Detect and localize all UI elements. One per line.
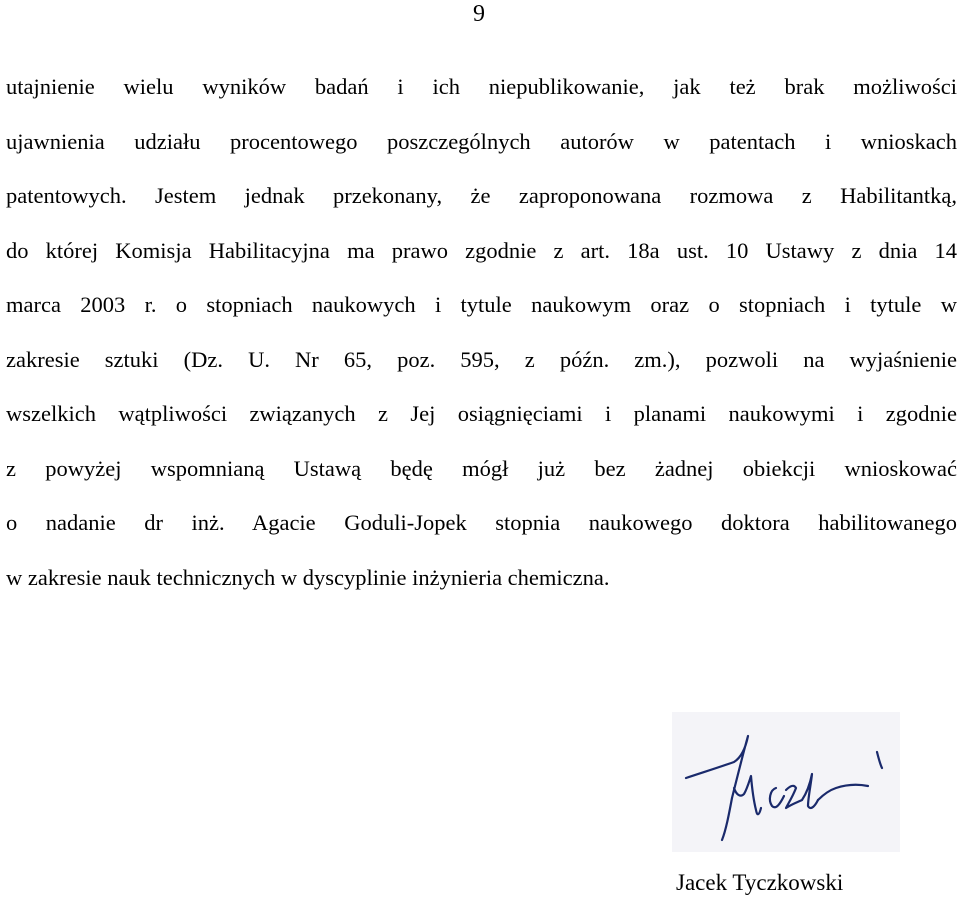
signer-name: Jacek Tyczkowski [676,870,844,895]
text-line: w zakresie nauk technicznych w dyscyplinie inżynieria chemiczna. [6,564,610,590]
text-line: wszelkich wątpliwości związanych z Jej osiągnięciami i planami naukowymi i zgodnie [6,401,957,426]
signature-stroke-c [770,788,784,807]
handwritten-signature [672,712,900,852]
text-line: o nadanie dr inż. Agacie Goduli-Jopek stopnia naukowego doktora habilitowanego [6,510,957,535]
text-line: utajnienie wielu wyników badań i ich niepublikowanie, jak też brak możliwości [6,74,957,99]
signature-stroke-tail [818,785,868,800]
text-line: z powyżej wspomnianą Ustawą będę mógł już bez żadnej obiekcji wnioskować [6,455,957,481]
text-line: ujawnienia udziału procentowego poszczególnych autorów w patentach i wnioskach [6,128,957,154]
signature-stroke-z [786,774,818,808]
signature-scribble [672,712,900,852]
page-number: 9 [473,1,485,27]
signature-stroke-dot [877,752,882,768]
body-paragraph [6,60,957,605]
text-line: do której Komisja Habilitacyjna ma prawo zgodnie z art. 18a ust. 10 Ustawy z dnia 14 [6,237,957,263]
text-line: marca 2003 r. o stopniach naukowych i tytule naukowym oraz o stopniach i tytule w [6,292,957,317]
signature-stroke-y [734,776,761,814]
signature-stroke-t-bar [686,736,748,840]
text-line: zakresie sztuki (Dz. U. Nr 65, poz. 595, z późn. zm.), pozwoli na wyjaśnienie [6,346,957,372]
text-line: patentowych. Jestem jednak przekonany, że zaproponowana rozmowa z Habilitantką, [6,183,957,208]
